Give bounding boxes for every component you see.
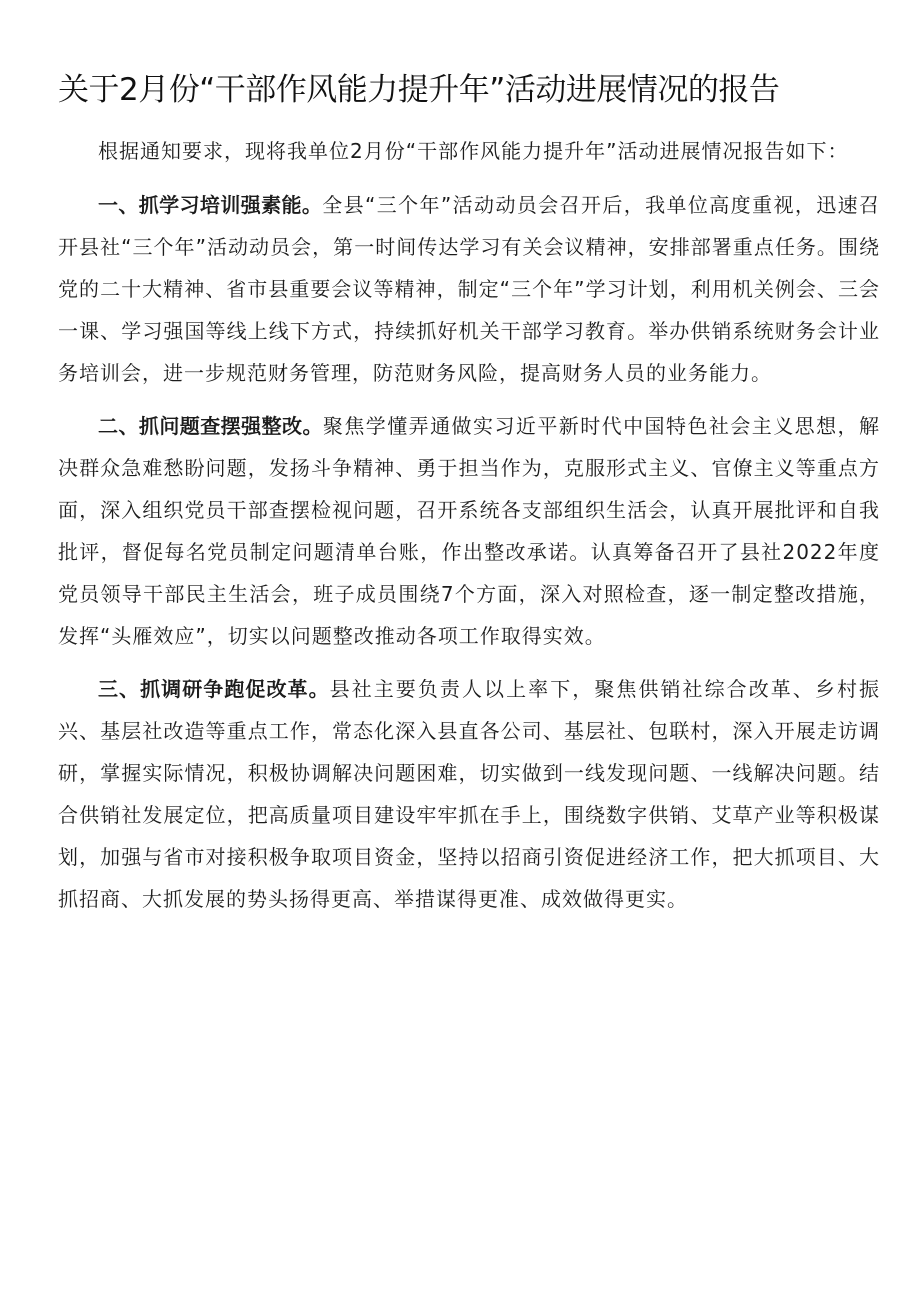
section-paragraph-2 <box>58 405 880 657</box>
section-text-1: 全县“三个年”活动动员会召开后，我单位高度重视，迅速召开县社“三个年”活动动员会，第一时间传达学习有关会议精神，安排部署重点任务。围绕党的二十大精神、省市县重要会议等精神，制定“三个年”学习计划，利用机关例会、三会一课、学习强国等线上线下方式，持续抓好机关干部学习教育。举办供销系统财务会计业务培训会，进一步规范财务管理，防范财务风险，提高财务人员的业务能力。 <box>58 193 880 385</box>
report-title: 关于2月份“干部作风能力提升年”活动进展情况的报告 <box>58 72 780 108</box>
section-text-2: 聚焦学懂弄通做实习近平新时代中国特色社会主义思想，解决群众急难愁盼问题，发扬斗争精神、勇于担当作为，克服形式主义、官僚主义等重点方面，深入组织党员干部查摆检视问题，召开系统各支部组织生活会，认真开展批评和自我批评，督促每名党员制定问题清单台账，作出整改承诺。认真筹备召开了县社2022年度党员领导干部民主生活会，班子成员围绕7个方面，深入对照检查，逐一制定整改措施，发挥“头雁效应”，切实以问题整改推动各项工作取得实效。 <box>58 414 881 648</box>
section-paragraph-3 <box>58 668 880 920</box>
section-paragraph-1 <box>58 184 880 394</box>
section-heading-3: 三、抓调研争跑促改革。 <box>98 677 330 701</box>
intro-paragraph: 根据通知要求，现将我单位2月份“干部作风能力提升年”活动进展情况报告如下： <box>98 139 849 163</box>
section-heading-1: 一、抓学习培训强素能。 <box>98 193 323 217</box>
section-text-3: 县社主要负责人以上率下，聚焦供销社综合改革、乡村振兴、基层社改造等重点工作，常态化深入县直各公司、基层社、包联村，深入开展走访调研，掌握实际情况，积极协调解决问题困难，切实做到一线发现问题、一线解决问题。结合供销社发展定位，把高质量项目建设牢牢抓在手上，围绕数字供销、艾草产业等积极谋划，加强与省市对接积极争取项目资金，坚持以招商引资促进经济工作，把大抓项目、大抓招商、大抓发展的势头扬得更高、举措谋得更准、成效做得更实。 <box>58 677 881 911</box>
report-body <box>58 130 880 920</box>
section-heading-2: 二、抓问题查摆强整改。 <box>98 414 323 438</box>
